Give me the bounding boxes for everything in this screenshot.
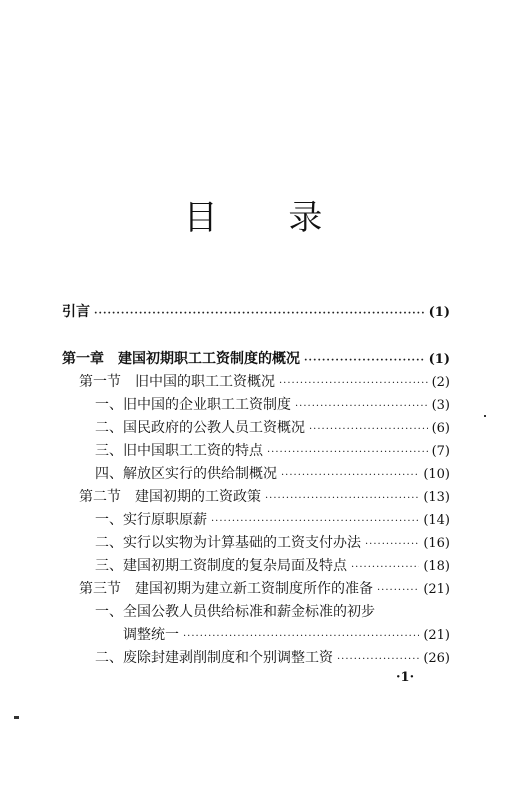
dot-leader xyxy=(94,305,425,323)
toc-label: 二、国民政府的公教人员工资概况 xyxy=(95,420,305,436)
toc-label: 四、解放区实行的供给制概况 xyxy=(95,466,277,482)
dot-leader xyxy=(211,513,419,531)
toc-label: 第一节 旧中国的职工工资概况 xyxy=(79,374,275,390)
toc-page: (1) xyxy=(428,305,450,320)
toc-page: (3) xyxy=(431,398,450,413)
dot-leader xyxy=(267,444,428,462)
toc-entry-section-3 xyxy=(79,580,450,600)
toc-page: (10) xyxy=(423,467,450,482)
toc-label: 第三节 建国初期为建立新工资制度所作的准备 xyxy=(79,581,373,597)
toc-label: 二、废除封建剥削制度和个别调整工资 xyxy=(95,650,333,666)
toc-entry-item xyxy=(95,534,450,554)
dot-leader xyxy=(304,352,425,370)
toc-entry-item-line-1 xyxy=(95,603,375,621)
page-number: ·1· xyxy=(396,670,415,685)
toc-label: 二、实行以实物为计算基础的工资支付办法 xyxy=(95,535,361,551)
scan-speck xyxy=(14,716,19,719)
toc-label: 三、建国初期工资制度的复杂局面及特点 xyxy=(95,558,347,574)
toc-label: 一、实行原职原薪 xyxy=(95,512,207,528)
toc-entry-item xyxy=(95,465,450,485)
toc-label: 调整统一 xyxy=(123,627,179,643)
dot-leader xyxy=(351,559,419,577)
toc-entry-chapter-1 xyxy=(62,350,450,370)
toc-page: (13) xyxy=(423,490,450,505)
toc-entry-item-line-2 xyxy=(123,626,450,646)
toc-page: (7) xyxy=(431,444,450,459)
toc-label: 引言 xyxy=(62,304,90,320)
toc-page: (18) xyxy=(423,559,450,574)
toc-entry-item xyxy=(95,557,450,577)
toc-entry-item xyxy=(95,396,450,416)
toc-label: 一、全国公教人员供给标准和薪金标准的初步 xyxy=(95,604,375,620)
dot-leader xyxy=(365,536,419,554)
toc-page: (2) xyxy=(431,375,450,390)
dot-leader xyxy=(295,398,428,416)
dot-leader xyxy=(183,628,419,646)
toc-entry-intro xyxy=(62,303,450,323)
toc-entry-section-2 xyxy=(79,488,450,508)
toc-entry-item xyxy=(95,442,450,462)
toc-entry-item xyxy=(95,511,450,531)
toc-page: (21) xyxy=(423,582,450,597)
toc-page: (1) xyxy=(428,352,450,367)
dot-leader xyxy=(337,651,419,669)
dot-leader xyxy=(281,467,419,485)
toc-page: (21) xyxy=(423,628,450,643)
toc-label: 三、旧中国职工工资的特点 xyxy=(95,443,263,459)
toc-page: (16) xyxy=(423,536,450,551)
dot-leader xyxy=(377,582,419,600)
toc-entry-section-1 xyxy=(79,373,450,393)
page-title: 目 录 xyxy=(183,198,353,238)
dot-leader xyxy=(265,490,419,508)
toc-page: (14) xyxy=(423,513,450,528)
toc-page: (6) xyxy=(431,421,450,436)
toc-label: 一、旧中国的企业职工工资制度 xyxy=(95,397,291,413)
dot-leader xyxy=(309,421,428,439)
toc-entry-item xyxy=(95,649,450,669)
scan-speck xyxy=(484,415,486,417)
toc-label: 第二节 建国初期的工资政策 xyxy=(79,489,261,505)
toc-entry-item xyxy=(95,419,450,439)
dot-leader xyxy=(279,375,428,393)
toc-page: (26) xyxy=(423,651,450,666)
toc-label: 第一章 建国初期职工工资制度的概况 xyxy=(62,351,300,367)
